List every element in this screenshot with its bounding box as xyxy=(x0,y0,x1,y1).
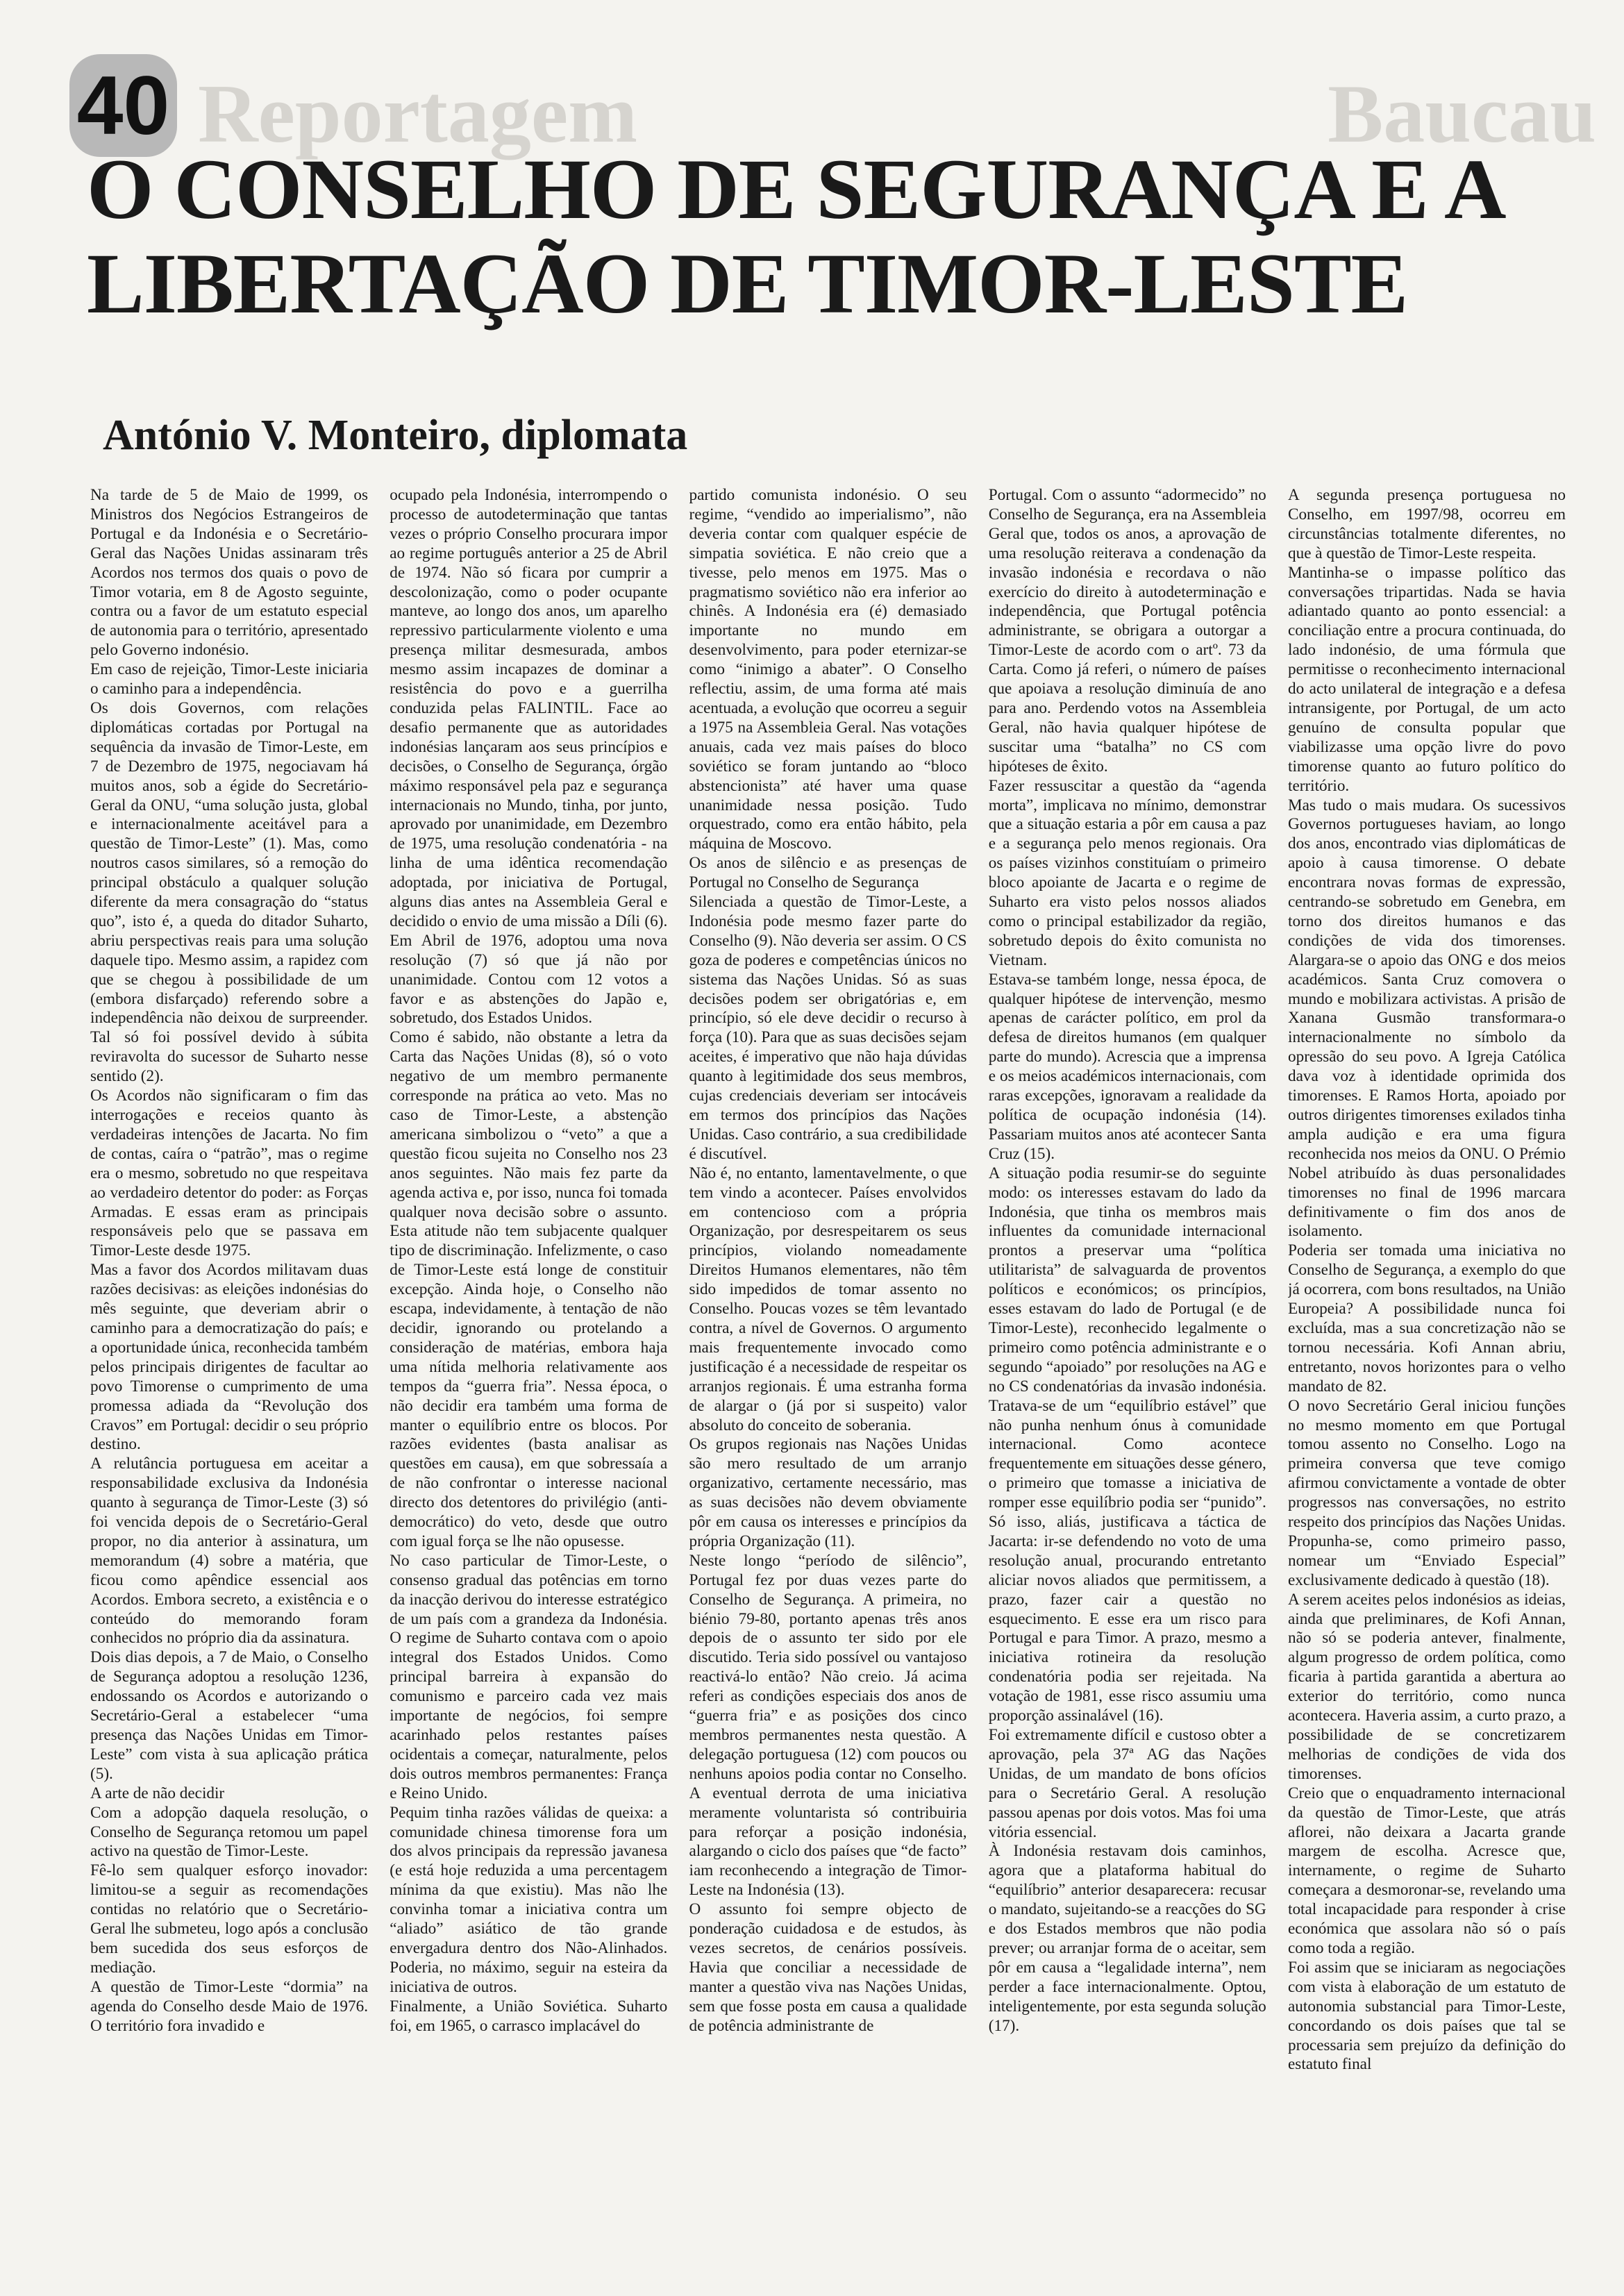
article-body xyxy=(90,486,1566,2249)
paragraph: Fazer ressuscitar a questão da “agenda morta”, implicava no mínimo, demonstrar que a situação estaria a pôr em causa a paz e a segurança pelo menos regionais. Ora os países vizinhos constituíam o primeiro bloco apoiante de Jacarta e o regime de Suharto era visto pelos nossos aliados como o principal estabilizador da região, sobretudo depois do êxito comunista no Vietnam. xyxy=(988,776,1266,969)
section-label-baucau: Baucau xyxy=(1328,67,1596,160)
paragraph: Neste longo “período de silêncio”, Portugal fez por duas vezes parte do Conselho de Segurança. A primeira, no biénio 79-80, portanto apenas três anos depois de o assunto ter sido por ele discutido. Teria sido possível ou vantajoso reactivá-lo então? Não creio. Já acima referi as condições especiais dos anos de “guerra fria” e as posições dos cinco membros permanentes nesta questão. A delegação portuguesa (12) com poucos ou nenhuns apoios podia contar no Conselho. A eventual derrota de uma iniciativa meramente voluntarista só contribuiria para reforçar a posição indonésia, alargando o ciclo dos países que “de facto” iam reconhecendo a integração de Timor-Leste na Indonésia (13). xyxy=(689,1551,967,1900)
paragraph: partido comunista indonésio. O seu regime, “vendido ao imperialismo”, não deveria contar com qualquer espécie de simpatia soviética. E não creio que a tivesse, pelo menos em 1975. Mas o pragmatismo soviético não era inferior ao chinês. A Indonésia era (é) demasiado importante no mundo em desenvolvimento, para poder eternizar-se como “inimigo a abater”. O Conselho reflectiu, assim, de uma forma até mais acentuada, a evolução que ocorreu a seguir a 1975 na Assembleia Geral. Nas votações anuais, cada vez mais países do bloco soviético se foram juntando ao “bloco abstencionista” até haver uma quase unanimidade nessa posição. Tudo orquestrado, como era então hábito, pela máquina de Moscovo. xyxy=(689,486,967,853)
paragraph: À Indonésia restavam dois caminhos, agora que a plataforma habitual do “equilíbrio” anterior desaparecera: recusar o mandato, sujeitando-se a reacções do SG e dos Estados membros que não podia prever; ou arranjar forma de o aceitar, sem pôr em causa a “legalidade interna”, nem perder a face internacionalmente. Optou, inteligentemente, por esta segunda solução (17). xyxy=(988,1842,1266,2035)
paragraph: Dois dias depois, a 7 de Maio, o Conselho de Segurança adoptou a resolução 1236, endossando os Acordos e autorizando o Secretário-Geral a estabelecer “uma presença das Nações Unidas em Timor-Leste” com vista à sua aplicação prática (5). xyxy=(90,1648,368,1783)
paragraph: Mas a favor dos Acordos militavam duas razões decisivas: as eleições indonésias do mês seguinte, que deveriam abrir o caminho para a democratização do país; e a oportunidade única, reconhecida também pelos principais dirigentes de facultar ao povo Timorense o cumprimento de uma promessa adiada da “Revolução dos Cravos” em Portugal: decidir o seu próprio destino. xyxy=(90,1261,368,1454)
paragraph: A questão de Timor-Leste “dormia” na agenda do Conselho desde Maio de 1976. O território fora invadido e xyxy=(90,1977,368,2035)
subheading: A arte de não decidir xyxy=(90,1784,225,1802)
column-5 xyxy=(1288,486,1566,2249)
subheading: Os anos de silêncio e as presenças de Portugal no Conselho de Segurança xyxy=(689,854,967,892)
page-number: 40 xyxy=(69,54,177,157)
paragraph: No caso particular de Timor-Leste, o consenso gradual das potências em torno da inacção derivou do interesse estratégico de um país com a grandeza da Indonésia. O regime de Suharto contava com o apoio integral dos Estados Unidos. Como principal barreira à expansão do comunismo e parceiro cada vez mais importante de negócios, foi sempre acarinhado pelos restantes países ocidentais a começar, naturalmente, pelos dois outros membros permanentes: França e Reino Unido. xyxy=(390,1551,668,1802)
paragraph: Em caso de rejeição, Timor-Leste iniciaria o caminho para a independência. xyxy=(90,660,368,698)
paragraph: Mantinha-se o impasse político das conversações tripartidas. Nada se havia adiantado quanto ao ponto essencial: a conciliação entre a procura continuada, do lado indonésio, de uma fórmula que permitisse o reconhecimento internacional do acto unilateral de integração e a defesa intransigente, por Portugal, de um acto genuíno de consulta popular que viabilizasse uma opção livre do povo timorense quanto ao futuro político do território. xyxy=(1288,563,1566,795)
column-1 xyxy=(90,486,368,2249)
column-3 xyxy=(689,486,967,2249)
paragraph: Não é, no entanto, lamentavelmente, o que tem vindo a acontecer. Países envolvidos em contencioso com a própria Organização, por desrespeitarem os seus princípios, violando nomeadamente Direitos Humanos elementares, não têm sido impedidos de tomar assento no Conselho. Poucas vozes se têm levantado contra, a nível de Governos. O argumento mais frequentemente invocado como justificação é a necessidade de respeitar os arranjos regionais. É uma estranha forma de alargar o (já por si suspeito) valor absoluto do conceito de soberania. xyxy=(689,1164,967,1434)
paragraph: Poderia ser tomada uma iniciativa no Conselho de Segurança, a exemplo do que já ocorrera, com bons resultados, na União Europeia? A possibilidade nunca foi excluída, mas a sua concretização não se tornou necessária. Kofi Annan abriu, entretanto, novos horizontes para o velho mandato de 82. xyxy=(1288,1241,1566,1396)
paragraph: Com a adopção daquela resolução, o Conselho de Segurança retomou um papel activo na questão de Timor-Leste. xyxy=(90,1803,368,1861)
section-label-reportagem: Reportagem xyxy=(198,67,638,160)
paragraph: A situação podia resumir-se do seguinte modo: os interesses estavam do lado da Indonésia, que tinha os membros mais influentes da comunidade internacional prontos a preservar uma “política utilitarista” de salvaguarda de proventos políticos e económicos; os princípios, esses estavam do lado de Portugal (e de Timor-Leste), reconhecido legalmente o primeiro como potência administrante e o segundo “apoiado” por resoluções na AG e no CS condenatórias da invasão indonésia. Tratava-se de um “equilíbrio estável” que não punha nenhum ónus à comunidade internacional. Como acontece frequentemente em situações desse género, o primeiro que tomasse a iniciativa de romper esse equilíbrio podia ser “punido”. Só isso, aliás, justificava a táctica de Jacarta: ir-se defendendo no voto de uma resolução anual, procurando entretanto aliciar novos aliados que permitissem, a prazo, fazer cair a questão no esquecimento. E esse era um risco para Portugal e para Timor. A prazo, mesmo a iniciativa rotineira da resolução condenatória podia ser rejeitada. Na votação de 1981, esse risco assumiu uma proporção assinalável (16). xyxy=(988,1164,1266,1725)
paragraph: Finalmente, a União Soviética. Suharto foi, em 1965, o carrasco implacável do xyxy=(390,1997,668,2035)
paragraph: O novo Secretário Geral iniciou funções no mesmo momento em que Portugal tomou assento no Conselho. Logo na primeira conversa que teve comigo afirmou convictamente a vontade de obter progressos nas conversações, no estrito respeito dos princípios das Nações Unidas. Propunha-se, como primeiro passo, nomear um “Enviado Especial” exclusivamente dedicado à questão (18). xyxy=(1288,1396,1566,1589)
paragraph: Foi assim que se iniciaram as negociações com vista à elaboração de um estatuto de autonomia substancial para Timor-Leste, concordando os dois países que tal se processaria sem prejuízo da definição do estatuto final xyxy=(1288,1958,1566,2074)
paragraph: Os dois Governos, com relações diplomáticas cortadas por Portugal na sequência da invasão de Timor-Leste, em 7 de Dezembro de 1975, negociavam há muitos anos, sob a égide do Secretário-Geral da ONU, “uma solução justa, global e internacionalmente aceitável para a questão de Timor-Leste” (1). Mas, como noutros casos similares, só a remoção do principal obstáculo a qualquer solução diferente da mera consagração do “status quo”, isto é, a queda do ditador Suharto, abriu perspectivas reais para uma solução daquele tipo. Mesmo assim, a rapidez com que se chegou à possibilidade de um (embora disfarçado) referendo sobre a independência não deixou de surpreender. Tal só foi possível devido à súbita reviravolta do sucessor de Suharto nesse sentido (2). xyxy=(90,698,368,1086)
article-byline: António V. Monteiro, diplomata xyxy=(103,412,688,459)
column-2 xyxy=(390,486,667,2249)
paragraph: Como é sabido, não obstante a letra da Carta das Nações Unidas (8), só o voto negativo de um membro permanente corresponde na prática ao veto. Mas no caso de Timor-Leste, a abstenção americana simbolizou o “veto” a que a questão ficou sujeita no Conselho nos 23 anos seguintes. Não mais fez parte da agenda activa e, por isso, nunca foi tomada qualquer nova decisão sobre o assunto. Esta atitude não tem subjacente qualquer tipo de discriminação. Infelizmente, o caso de Timor-Leste está longe de constituir excepção. Ainda hoje, o Conselho não escapa, indevidamente, à tentação de não decidir, ignorando ou protelando a consideração de matérias, embora haja uma nítida melhoria relativamente aos tempos da “guerra fria”. Nessa época, o não decidir era também uma forma de manter o equilíbrio entre os blocos. Por razões evidentes (basta analisar as questões em causa), em que sobressaía a de não confrontar o interesse nacional directo dos detentores do privilégio (anti-democrático) do veto, desde que outro com igual força se lhe não opusesse. xyxy=(390,1028,668,1550)
paragraph: Creio que o enquadramento internacional da questão de Timor-Leste, que atrás aflorei, não deixara a Jacarta grande margem de escolha. Acresce que, internamente, o regime de Suharto começara a desmoronar-se, revelando uma total incapacidade para responder à crise económica que assolara não só o país como toda a região. xyxy=(1288,1784,1566,1957)
paragraph: Na tarde de 5 de Maio de 1999, os Ministros dos Negócios Estrangeiros de Portugal e da Indonésia e o Secretário-Geral das Nações Unidas assinaram três Acordos nos termos dos quais o povo de Timor votaria, em 8 de Agosto seguinte, contra ou a favor de um estatuto especial de autonomia para o território, apresentado pelo Governo indonésio. xyxy=(90,486,368,660)
paragraph: A serem aceites pelos indonésios as ideias, ainda que preliminares, de Kofi Annan, não só se poderia antever, finalmente, algum progresso de ordem política, como ficaria à partida garantida a abertura ao exterior do território, como nunca acontecera. Haveria assim, a curto prazo, a possibilidade de se concretizarem melhorias de condições de vida dos timorenses. xyxy=(1288,1590,1566,1783)
paragraph: Estava-se também longe, nessa época, de qualquer hipótese de intervenção, mesmo apenas de carácter político, em prol da defesa de direitos humanos (em qualquer parte do mundo). Acrescia que a imprensa e os meios académicos internacionais, com raras excepções, ignoravam a realidade da política de ocupação indonésia (14). Passariam muitos anos até acontecer Santa Cruz (15). xyxy=(988,970,1266,1163)
paragraph: A segunda presença portuguesa no Conselho, em 1997/98, ocorreu em circunstâncias totalmente diferentes, no que à questão de Timor-Leste respeita. xyxy=(1288,486,1566,562)
paragraph: Portugal. Com o assunto “adormecido” no Conselho de Segurança, era na Assembleia Geral que, todos os anos, a aprovação de uma resolução reiterava a condenação da invasão indonésia e recordava o não exercício do direito à autodeterminação e independência, que Portugal potência administrante, se obrigara a outorgar a Timor-Leste de acordo com o artº. 73 da Carta. Como já referi, o número de países que apoiava a resolução diminuía de ano para ano. Perdendo votos na Assembleia Geral, não havia qualquer hipótese de suscitar uma “batalha” no CS com hipóteses de êxito. xyxy=(988,486,1266,776)
paragraph: A relutância portuguesa em aceitar a responsabilidade exclusiva da Indonésia quanto à segurança de Timor-Leste (3) só foi vencida depois de o Secretário-Geral propor, no dia anterior à assinatura, um memorandum (4) sobre a matéria, que ficou como apêndice essencial aos Acordos. Embora secreto, a existência e o conteúdo do memorando foram conhecidos no próprio dia da assinatura. xyxy=(90,1455,368,1648)
article-headline: O CONSELHO DE SEGURANÇA E A LIBERTAÇÃO DE TIMOR-LESTE xyxy=(87,142,1501,331)
paragraph: ocupado pela Indonésia, interrompendo o processo de autodeterminação que tantas vezes o próprio Conselho procurara impor ao regime português anterior a 25 de Abril de 1974. Não só ficara por cumprir a descolonização, como o poder ocupante manteve, ao longo dos anos, um aparelho repressivo particularmente violento e uma presença militar desmesurada, ambos mesmo assim incapazes de dominar a resistência do povo e a guerrilha conduzida pelas FALINTIL. Face ao desafio permanente que as autoridades indonésias lançaram aos seus princípios e decisões, o Conselho de Segurança, órgão máximo responsável pela paz e segurança internacionais no Mundo, tinha, por junto, aprovado por unanimidade, em Dezembro de 1975, uma resolução condenatória - na linha de uma idêntica recomendação adoptada, por iniciativa de Portugal, alguns dias antes na Assembleia Geral e decidido o envio de uma missão a Díli (6). Em Abril de 1976, adoptou uma nova resolução (7) só que já não por unanimidade. Contou com 12 votos a favor e as abstenções do Japão e, sobretudo, dos Estados Unidos. xyxy=(390,486,668,1028)
paragraph: Foi extremamente difícil e custoso obter a aprovação, pela 37ª AG das Nações Unidas, de um mandato de bons ofícios para o Secretário Geral. A resolução passou apenas por dois votos. Mas foi uma vitória essencial. xyxy=(988,1726,1266,1841)
paragraph: Silenciada a questão de Timor-Leste, a Indonésia pode mesmo fazer parte do Conselho (9). Não deveria ser assim. O CS goza de poderes e competências únicos no sistema das Nações Unidas. Só as suas decisões podem ser obrigatórias e, em princípio, só ele deve decidir o recurso à força (10). Para que as suas decisões sejam aceites, é imperativo que não haja dúvidas quanto à legitimidade dos seus membros, cujas credenciais deveriam ser intocáveis em termos dos princípios das Nações Unidas. Caso contrário, a sua credibilidade é discutível. xyxy=(689,893,967,1163)
paragraph: Mas tudo o mais mudara. Os sucessivos Governos portugueses haviam, ao longo dos anos, encontrado vias diplomáticas de apoio à causa timorense. O debate encontrara novas formas de expressão, centrando-se sobretudo em Genebra, em torno dos direitos humanos e das condições de vida dos timorenses. Alargara-se o apoio das ONG e dos meios académicos. Santa Cruz comovera o mundo e mobilizara activistas. A prisão de Xanana Gusmão transformara-o internacionalmente no símbolo da opressão do seu povo. A Igreja Católica dava voz à identidade oprimida dos timorenses. E Ramos Horta, apoiado por outros dirigentes timorenses exilados tinha ampla audição e era uma figura reconhecida nos meios da ONU. O Prémio Nobel atribuído às duas personalidades timorenses no final de 1996 marcara definitivamente o fim dos anos de isolamento. xyxy=(1288,796,1566,1241)
paragraph: Fê-lo sem qualquer esforço inovador: limitou-se a seguir as recomendações contidas no relatório que o Secretário-Geral lhe submeteu, logo após a conclusão bem sucedida dos seus esforços de mediação. xyxy=(90,1861,368,1977)
column-4 xyxy=(989,486,1266,2249)
paragraph: O assunto foi sempre objecto de ponderação cuidadosa e de estudos, às vezes secretos, de cenários possíveis. Havia que conciliar a necessidade de manter a questão viva nas Nações Unidas, sem que fosse posta em causa a qualidade de potência administrante de xyxy=(689,1900,967,2035)
paragraph: Os grupos regionais nas Nações Unidas são mero resultado de um arranjo organizativo, certamente necessário, mas as suas decisões não devem obviamente pôr em causa os interesses e princípios da própria Organização (11). xyxy=(689,1435,967,1550)
paragraph: Pequim tinha razões válidas de queixa: a comunidade chinesa timorense fora um dos alvos principais da repressão javanesa (e está hoje reduzida a uma percentagem mínima da que existiu). Mas não lhe convinha tomar a iniciativa contra um “aliado” asiático de tão grande envergadura dentro dos Não-Alinhados. Poderia, no máximo, seguir na esteira da iniciativa de outros. xyxy=(390,1803,668,1996)
paragraph: Os Acordos não significaram o fim das interrogações e receios quanto às verdadeiras intenções de Jacarta. No fim de contas, caíra o “patrão”, mas o regime era o mesmo, sobretudo no que respeitava ao verdadeiro detentor do poder: as Forças Armadas. E essas eram as principais responsáveis pelo que se passava em Timor-Leste desde 1975. xyxy=(90,1087,368,1260)
